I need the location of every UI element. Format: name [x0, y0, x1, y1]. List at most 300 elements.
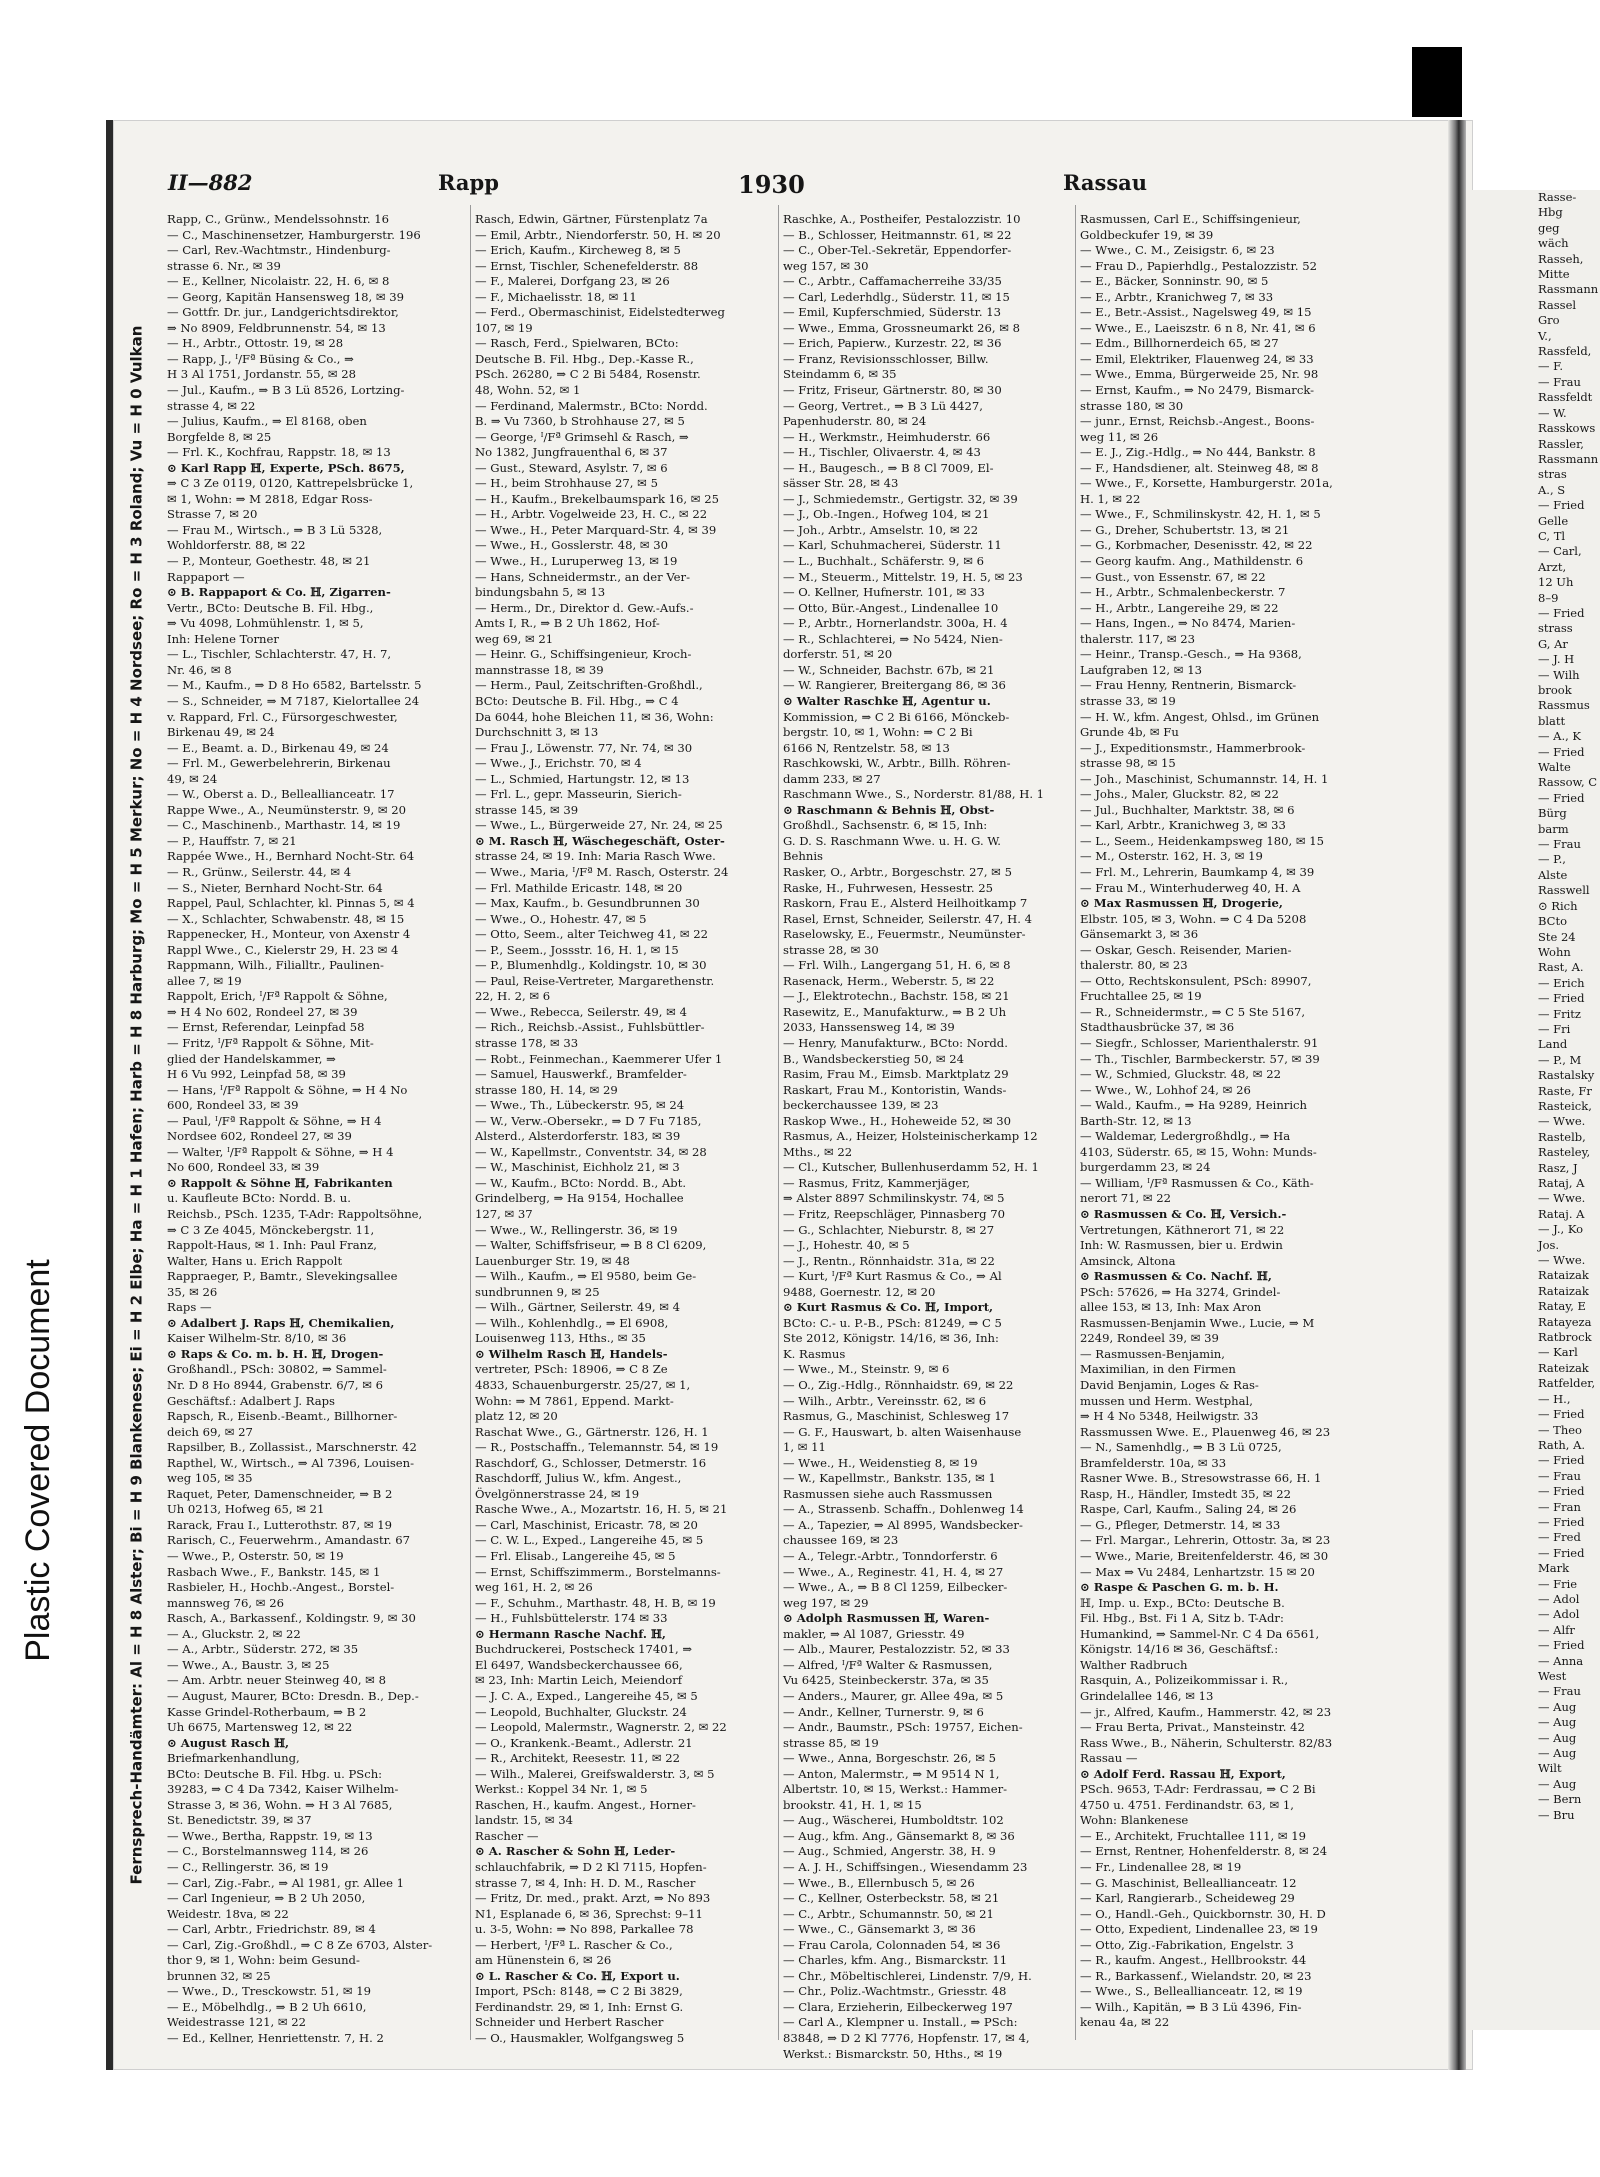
directory-line: — P., Seem., Jossstr. 16, H. 1, ✉ 15: [475, 942, 679, 957]
directory-line: Övelgönnerstrasse 24, ✉ 19: [475, 1486, 640, 1501]
directory-line: — H., Arbtr., Ottostr. 19, ✉ 28: [167, 336, 344, 351]
directory-line: ⊙ Kurt Rasmus & Co. ℍ, Import,: [783, 1300, 994, 1315]
directory-line: Kasse Grindel-Rotherbaum, ⇒ B 2: [167, 1704, 367, 1719]
directory-line: Raps —: [167, 1300, 212, 1315]
column-rule: [778, 205, 779, 2040]
directory-line: — Wilh., Arbtr., Vereinsstr. 62, ✉ 6: [783, 1393, 987, 1408]
directory-line: Vertretungen, Käthnerort 71, ✉ 22: [1080, 1222, 1285, 1237]
directory-line: — Wwe., A., Baustr. 3, ✉ 25: [167, 1657, 330, 1672]
directory-line: ⊙ Raspe & Paschen G. m. b. H.: [1080, 1580, 1279, 1595]
directory-line: — Wwe., Th., Lübeckerstr. 95, ✉ 24: [475, 1098, 685, 1113]
next-page-fragment: Rassler,: [1538, 436, 1584, 451]
directory-line: bindungsbahn 5, ✉ 13: [475, 585, 606, 600]
directory-line: — Alb., Maurer, Pestalozzistr. 52, ✉ 33: [783, 1642, 1010, 1657]
directory-line: — Frau M., Wirtsch., ⇒ B 3 Lü 5328,: [167, 522, 383, 537]
directory-line: — Emil, Arbtr., Niendorferstr. 50, H. ✉ 20: [475, 227, 721, 242]
next-page-fragment: geg: [1538, 220, 1560, 235]
directory-line: El 6497, Wandsbeckerchaussee 66,: [475, 1657, 683, 1672]
next-page-fragment: — Karl: [1538, 1345, 1578, 1360]
directory-line: Barth-Str. 12, ✉ 13: [1080, 1113, 1192, 1128]
next-page-fragment: — Fried: [1538, 1545, 1585, 1560]
directory-line: Grindelallee 146, ✉ 13: [1080, 1688, 1214, 1703]
directory-line: — S., Nieter, Bernhard Nocht-Str. 64: [167, 880, 383, 895]
next-page-fragment: stras: [1538, 467, 1567, 482]
next-page-fragment: V.,: [1538, 328, 1552, 343]
directory-line: Inh: Helene Torner: [167, 631, 279, 646]
directory-line: weg 197, ✉ 29: [783, 1595, 869, 1610]
directory-line: Kaiser Wilhelm-Str. 8/10, ✉ 36: [167, 1331, 347, 1346]
directory-line: — A., Telegr.-Arbtr., Tonndorferstr. 6: [783, 1549, 998, 1564]
directory-line: v. Rappard, Frl. C., Fürsorgeschwester,: [167, 709, 398, 724]
first-entry-keyword: Rapp: [438, 170, 499, 195]
directory-line: — Aug., Schmied, Angerstr. 38, H. 9: [783, 1844, 996, 1859]
next-page-edge: [1466, 190, 1600, 2030]
directory-line: Rappmann, Wilh., Filialltr., Paulinen-: [167, 958, 384, 973]
directory-line: — W., Maschinist, Eichholz 21, ✉ 3: [475, 1160, 680, 1175]
directory-line: — O., Handl.-Geh., Quickbornstr. 30, H. D: [1080, 1906, 1326, 1921]
directory-line: — W., Kapellmstr., Bankstr. 135, ✉ 1: [783, 1471, 996, 1486]
directory-line: — H., Arbtr., Schmalenbeckerstr. 7: [1080, 585, 1286, 600]
directory-line: brookstr. 41, H. 1, ✉ 15: [783, 1797, 922, 1812]
directory-line: — Carl, Zig.-Großhdl., ⇒ C 8 Ze 6703, Alster-: [167, 1937, 433, 1952]
directory-line: Großhdl., Sachsenstr. 6, ✉ 15, Inh:: [783, 818, 988, 833]
directory-line: Rasquin, A., Polizeikommissar i. R.,: [1080, 1673, 1289, 1688]
directory-line: — J., Expeditionsmstr., Hammerbrook-: [1080, 740, 1306, 755]
directory-line: Rapp, C., Grünw., Mendelssohnstr. 16: [167, 212, 389, 226]
directory-line: — Wwe., S., Belleallianceatr. 12, ✉ 19: [1080, 1984, 1303, 1999]
directory-line: — H., Baugesch., ⇒ B 8 Cl 7009, El-: [783, 460, 994, 475]
directory-line: — Erich, Papierw., Kurzestr. 22, ✉ 36: [783, 336, 1002, 351]
directory-line: Nordsee 602, Rondeel 27, ✉ 39: [167, 1129, 352, 1144]
directory-line: — Max, Kaufm., b. Gesundbrunnen 30: [475, 896, 700, 911]
directory-line: Rasbach Wwe., F., Bankstr. 145, ✉ 1: [167, 1564, 381, 1579]
next-page-fragment: 8–9: [1538, 590, 1559, 605]
directory-line: 4833, Schauenburgerstr. 25/27, ✉ 1,: [475, 1378, 691, 1393]
directory-line: Rassau —: [1080, 1751, 1138, 1766]
directory-line: strasse 33, ✉ 19: [1080, 693, 1176, 708]
next-page-fragment: — Wwe.: [1538, 1253, 1586, 1268]
next-page-fragment: — Bern: [1538, 1792, 1582, 1807]
directory-line: — Wwe., E., Laeiszstr. 6 n 8, Nr. 41, ✉ 6: [1080, 320, 1316, 335]
directory-line: 22, H. 2, ✉ 6: [475, 989, 551, 1004]
directory-line: Goldbeckufer 19, ✉ 39: [1080, 227, 1214, 242]
directory-line: Raselowsky, E., Feuermstr., Neumünster-: [783, 927, 1026, 942]
directory-line: Alsterd., Alsterdorferstr. 183, ✉ 39: [475, 1129, 681, 1144]
directory-line: Rasch, Edwin, Gärtner, Fürstenplatz 7a: [475, 212, 708, 226]
directory-line: — J. C. A., Exped., Langereihe 45, ✉ 5: [475, 1688, 698, 1703]
directory-line: — Rich., Reichsb.-Assist., Fuhlsbüttler-: [475, 1020, 705, 1035]
directory-line: — Frl. Margar., Lehrerin, Ottostr. 3a, ✉ 23: [1080, 1533, 1331, 1548]
next-page-fragment: Rasteick,: [1538, 1098, 1592, 1113]
directory-line: — G. Maschinist, Belleallianceatr. 12: [1080, 1875, 1297, 1890]
directory-line: weg 11, ✉ 26: [1080, 429, 1159, 444]
directory-line: — Herbert, ᴵ/Fª L. Rascher & Co.,: [475, 1937, 673, 1952]
directory-line: Rasp, H., Händler, Imstedt 35, ✉ 22: [1080, 1486, 1292, 1501]
directory-line: No 600, Rondeel 33, ✉ 39: [167, 1160, 320, 1175]
directory-line: Fil. Hbg., Bst. Fi 1 A, Sitz b. T-Adr:: [1080, 1611, 1284, 1626]
directory-line: — Franz, Revisionsschlosser, Billw.: [783, 351, 989, 366]
page-header: [168, 170, 1438, 200]
directory-line: — O., Zig.-Hdlg., Rönnhaidstr. 69, ✉ 22: [783, 1378, 1014, 1393]
directory-line: ⊙ Walter Raschke ℍ, Agentur u.: [783, 693, 991, 708]
directory-line: Vu 6425, Steinbeckerstr. 37a, ✉ 35: [783, 1673, 989, 1688]
directory-line: — Ferdinand, Malermstr., BCto: Nordd.: [475, 398, 708, 413]
directory-line: — Wwe., H., Gosslerstr. 48, ✉ 30: [475, 538, 668, 553]
next-page-fragment: — Fritz: [1538, 1006, 1581, 1021]
directory-line: — R., Grünw., Seilerstr. 44, ✉ 4: [167, 864, 352, 879]
next-page-fragment: — Frau: [1538, 374, 1581, 389]
directory-line: — Fr., Lindenallee 28, ✉ 19: [1080, 1859, 1242, 1874]
directory-line: — Wwe., J., Erichstr. 70, ✉ 4: [475, 756, 642, 771]
directory-line: — Ernst, Referendar, Leinpfad 58: [167, 1020, 365, 1035]
directory-line: — Gottfr. Dr. jur., Landgerichtsdirektor,: [167, 305, 399, 320]
directory-line: — W., Schneider, Bachstr. 67b, ✉ 21: [783, 662, 995, 677]
directory-line: — Frl. Elisab., Langereihe 45, ✉ 5: [475, 1549, 676, 1564]
directory-line: makler, ⇒ Al 1087, Griesstr. 49: [783, 1626, 965, 1641]
next-page-fragment: — Frau: [1538, 837, 1581, 852]
directory-line: B., Wandsbeckerstieg 50, ✉ 24: [783, 1051, 964, 1066]
next-page-fragment: — A., K: [1538, 729, 1582, 744]
directory-line: — Aug., Wäscherei, Humboldtstr. 102: [783, 1813, 1004, 1828]
directory-line: Albertstr. 10, ✉ 15, Werkst.: Hammer-: [783, 1782, 1008, 1797]
next-page-fragment: — Wwe.: [1538, 1114, 1586, 1129]
directory-line: ⇒ C 3 Ze 4045, Mönckebergstr. 11,: [167, 1222, 375, 1237]
directory-line: ℍ, Imp. u. Exp., BCto: Deutsche B.: [1080, 1595, 1285, 1610]
directory-line: ⊙ Wilhelm Rasch ℍ, Handels-: [475, 1346, 668, 1361]
next-page-fragment: Ratayeza: [1538, 1314, 1592, 1329]
next-page-fragment: Rasseh,: [1538, 251, 1584, 266]
exchange-legend-text: Fernsprech-Handämter: Al = H 8 Alster; Bi = H 9 Blankenese; Ei = H 2 Elbe; Ha = H 1 Hafen; Harb = H 8 Harburg; Mo = H 5 Merkur; No = H 4 Nordsee; Ro = H 3 Roland; Vu = H 0 Vulkan: [127, 325, 146, 1885]
directory-line: ⊙ Raschmann & Behnis ℍ, Obst-: [783, 802, 995, 817]
directory-line: — L., Buchhalt., Schäferstr. 9, ✉ 6: [783, 554, 985, 569]
directory-line: — Wwe., Anna, Borgeschstr. 26, ✉ 5: [783, 1751, 997, 1766]
directory-line: Rasche Wwe., A., Mozartstr. 16, H. 5, ✉ 21: [475, 1502, 728, 1517]
directory-line: — Joh., Maschinist, Schumannstr. 14, H. 1: [1080, 771, 1329, 786]
directory-line: — Wilh., Kaufm., ⇒ El 9580, beim Ge-: [475, 1269, 697, 1284]
column-rule: [470, 205, 471, 2040]
directory-line: — Frau Henny, Rentnerin, Bismarck-: [1080, 678, 1297, 693]
column-2: [475, 212, 755, 2047]
next-page-fragment: — Carl,: [1538, 544, 1582, 559]
directory-line: — X., Schlachter, Schwabenstr. 48, ✉ 15: [167, 911, 405, 926]
directory-line: 600, Rondeel 33, ✉ 39: [167, 1098, 299, 1113]
directory-line: kenau 4a, ✉ 22: [1080, 2015, 1170, 2030]
directory-line: — R., Schlachterei, ⇒ No 5424, Nien-: [783, 631, 1003, 646]
next-page-fragment: — Aug: [1538, 1730, 1577, 1745]
next-page-fragment: — Adol: [1538, 1591, 1580, 1606]
directory-line: sässer Str. 28, ✉ 43: [783, 476, 899, 491]
directory-line: Nr. 46, ✉ 8: [167, 662, 232, 677]
directory-line: Rasenack, Herm., Weberstr. 5, ✉ 22: [783, 973, 995, 988]
directory-line: PSch: 57626, ⇒ Ha 3274, Grindel-: [1080, 1284, 1281, 1299]
next-page-fragment: — Aug: [1538, 1699, 1577, 1714]
directory-line: Grunde 4b, ✉ Fu: [1080, 725, 1179, 740]
next-page-fragment: Rassfeldt: [1538, 390, 1593, 405]
directory-line: Louisenweg 113, Hths., ✉ 35: [475, 1331, 646, 1346]
directory-line: allee 7, ✉ 19: [167, 973, 242, 988]
directory-line: ⇒ No 8909, Feldbrunnenstr. 54, ✉ 13: [167, 320, 386, 335]
next-page-fragment: Rataj. A: [1538, 1206, 1585, 1221]
directory-line: Briefmarkenhandlung,: [167, 1751, 300, 1766]
next-page-fragment: — P., M: [1538, 1052, 1582, 1067]
next-page-fragment: — Fried: [1538, 498, 1585, 513]
directory-line: Elbstr. 105, ✉ 3, Wohn. ⇒ C 4 Da 5208: [1080, 911, 1307, 926]
next-page-fragment: blatt: [1538, 713, 1566, 728]
directory-line: strasse 7, ✉ 4, Inh: H. D. M., Rascher: [475, 1875, 696, 1890]
directory-line: B. ⇒ Vu 7360, b Strohhause 27, ✉ 5: [475, 414, 685, 429]
directory-line: Raskart, Frau M., Kontoristin, Wands-: [783, 1082, 1007, 1097]
directory-line: Rappraeger, P., Bamtr., Slevekingsallee: [167, 1269, 398, 1284]
directory-line: — Karl, Rangierarb., Scheideweg 29: [1080, 1891, 1295, 1906]
side-label: Plastic Covered Document: [18, 1258, 57, 1662]
directory-line: — Rasch, Ferd., Spielwaren, BCto:: [475, 336, 679, 351]
directory-line: — Georg, Vertret., ⇒ B 3 Lü 4427,: [783, 398, 983, 413]
next-page-fragment: — Frau: [1538, 1684, 1581, 1699]
directory-line: — Frau D., Papierhdlg., Pestalozzistr. 52: [1080, 258, 1317, 273]
directory-line: — G., Dreher, Schubertstr. 13, ✉ 21: [1080, 522, 1290, 537]
next-page-fragment: Rast, A.: [1538, 960, 1584, 975]
directory-line: Nr. D 8 Ho 8944, Grabenstr. 6/7, ✉ 6: [167, 1378, 383, 1393]
directory-line: Rassmussen Wwe. E., Plauenweg 46, ✉ 23: [1080, 1424, 1331, 1439]
directory-line: 127, ✉ 37: [475, 1207, 533, 1221]
directory-line: — Frl. L., gepr. Masseurin, Sierich-: [475, 787, 682, 802]
next-page-fragment: Rassmann: [1538, 451, 1599, 466]
directory-line: — A., Tapezier, ⇒ Al 8995, Wandsbecker-: [783, 1517, 1023, 1532]
scan-bottom-margin: [0, 2070, 1600, 2177]
directory-line: Rappolt-Haus, ✉ 1. Inh: Paul Franz,: [167, 1238, 377, 1253]
directory-line: — R., Barkassenf., Wielandstr. 20, ✉ 23: [1080, 1968, 1312, 1983]
next-page-fragment: G, Ar: [1538, 636, 1568, 651]
directory-line: — Heinr., Transp.-Gesch., ⇒ Ha 9368,: [1080, 647, 1302, 662]
directory-line: — Wwe., D., Tresckowstr. 51, ✉ 19: [167, 1984, 372, 1999]
directory-line: — H. W., kfm. Angest, Ohlsd., im Grünen: [1080, 709, 1320, 724]
directory-line: — G. F., Hauswart, b. alten Waisenhause: [783, 1424, 1022, 1439]
directory-line: — E., Bäcker, Sonninstr. 90, ✉ 5: [1080, 274, 1269, 289]
directory-line: thor 9, ✉ 1, Wohn: beim Gesund-: [167, 1953, 360, 1968]
directory-line: — Gust., von Essenstr. 67, ✉ 22: [1080, 569, 1266, 584]
next-page-fragment: Rasz, J: [1538, 1160, 1578, 1175]
next-page-fragment: — H.,: [1538, 1391, 1571, 1406]
directory-line: — Edm., Billhornerdeich 65, ✉ 27: [1080, 336, 1279, 351]
directory-line: — F., Handsdiener, alt. Steinweg 48, ✉ 8: [1080, 460, 1319, 475]
next-page-fragment: — Aug: [1538, 1746, 1577, 1761]
directory-line: Werkst.: Bismarckstr. 50, Hths., ✉ 19: [783, 2046, 1003, 2061]
directory-line: — Wwe., Rebecca, Seilerstr. 49, ✉ 4: [475, 1004, 687, 1019]
directory-line: — Hans, Schneidermstr., an der Ver-: [475, 569, 690, 584]
directory-line: — Erich, Kaufm., Kircheweg 8, ✉ 5: [475, 243, 681, 258]
directory-line: G. D. S. Raschmann Wwe. u. H. G. W.: [783, 833, 1001, 848]
directory-line: ⊙ Adalbert J. Raps ℍ, Chemikalien,: [167, 1315, 395, 1330]
directory-line: Steindamm 6, ✉ 35: [783, 367, 897, 382]
next-page-fragment: 12 Uh: [1538, 575, 1574, 590]
directory-line: — Frau Berta, Privat., Mansteinstr. 42: [1080, 1720, 1305, 1735]
directory-line: Weidestrasse 121, ✉ 22: [167, 2015, 306, 2030]
next-page-fragment: — J., Ko: [1538, 1222, 1584, 1237]
directory-line: 4103, Süderstr. 65, ✉ 15, Wohn: Munds-: [1080, 1144, 1317, 1159]
directory-line: — Anton, Malermstr., ⇒ M 9514 N 1,: [783, 1766, 1000, 1781]
directory-line: — Carl Ingenieur, ⇒ B 2 Uh 2050,: [167, 1891, 366, 1906]
directory-line: thalerstr. 117, ✉ 23: [1080, 631, 1196, 646]
next-page-fragment: — Adol: [1538, 1607, 1580, 1622]
directory-line: — G., Korbmacher, Desenisstr. 42, ✉ 22: [1080, 538, 1313, 553]
directory-line: — Cl., Kutscher, Bullenhuserdamm 52, H. 1: [783, 1160, 1039, 1175]
directory-line: — P., Blumenhdlg., Koldingstr. 10, ✉ 30: [475, 958, 707, 973]
directory-line: — A., Gluckstr. 2, ✉ 22: [167, 1626, 301, 1641]
directory-line: 48, Wohn. 52, ✉ 1: [475, 383, 581, 398]
next-page-fragment: Ratbrock: [1538, 1330, 1592, 1345]
next-page-fragment: C, Tl: [1538, 528, 1566, 543]
directory-line: — Wwe., C., Gänsemarkt 3, ✉ 36: [783, 1922, 976, 1937]
directory-line: — Frau Carola, Colonnaden 54, ✉ 36: [783, 1937, 1001, 1952]
directory-line: Mths., ✉ 22: [783, 1144, 853, 1159]
directory-line: weg 69, ✉ 21: [475, 631, 554, 646]
directory-line: — Ernst, Tischler, Schenefelderstr. 88: [475, 258, 699, 273]
directory-line: Wohldorferstr. 88, ✉ 22: [167, 538, 306, 553]
directory-line: Raschdorf, G., Schlosser, Detmerstr. 16: [475, 1455, 707, 1470]
directory-line: ⊙ Hermann Rasche Nachf. ℍ,: [475, 1626, 666, 1641]
directory-line: — Rapp, J., ᴵ/Fª Büsing & Co., ⇒: [167, 351, 354, 366]
directory-line: Rasner Wwe. B., Stresowstrasse 66, H. 1: [1080, 1471, 1322, 1486]
directory-line: — Otto, Zig.-Fabrikation, Engelstr. 3: [1080, 1937, 1294, 1952]
directory-line: — Wwe., Maria, ᴵ/Fª M. Rasch, Osterstr. 24: [475, 864, 729, 879]
page-number: II—882: [168, 170, 253, 195]
next-page-fragment: Alste: [1538, 867, 1568, 882]
directory-line: Rasim, Frau M., Eimsb. Marktplatz 29: [783, 1067, 1009, 1082]
directory-line: — Aug., kfm. Ang., Gänsemarkt 8, ✉ 36: [783, 1828, 1015, 1843]
directory-line: — Wwe., H., Peter Marquard-Str. 4, ✉ 39: [475, 522, 717, 537]
directory-line: H. 1, ✉ 22: [1080, 491, 1141, 506]
directory-line: strasse 85, ✉ 19: [783, 1735, 879, 1750]
directory-line: Raschke, A., Postheifer, Pestalozzistr. 10: [783, 212, 1021, 226]
directory-line: strasse 28, ✉ 30: [783, 942, 879, 957]
directory-line: — Anders., Maurer, gr. Allee 49a, ✉ 5: [783, 1688, 1004, 1703]
next-page-fragment: — Fran: [1538, 1499, 1581, 1514]
directory-line: Raschdorff, Julius W., kfm. Angest.,: [475, 1471, 682, 1486]
directory-line: David Benjamin, Loges & Ras-: [1080, 1378, 1259, 1393]
directory-line: — Wwe., L., Bürgerweide 27, Nr. 24, ✉ 25: [475, 818, 723, 833]
directory-line: — A. J. H., Schiffsingen., Wiesendamm 23: [783, 1859, 1028, 1874]
directory-line: — Wwe., W., Rellingerstr. 36, ✉ 19: [475, 1222, 678, 1237]
next-page-fragment: Arzt,: [1538, 559, 1567, 574]
directory-line: — Fritz, Reepschläger, Pinnasberg 70: [783, 1207, 1006, 1221]
directory-line: damm 233, ✉ 27: [783, 771, 881, 786]
directory-line: Raschen, H., kaufm. Angest., Horner-: [475, 1797, 696, 1812]
directory-line: — Johs., Maler, Gluckstr. 82, ✉ 22: [1080, 787, 1279, 802]
next-page-fragment: — Wilh: [1538, 667, 1580, 682]
directory-line: Bramfelderstr. 10a, ✉ 33: [1080, 1455, 1227, 1470]
directory-line: — Wwe., F., Schmilinskystr. 42, H. 1, ✉ 5: [1080, 507, 1321, 522]
directory-line: — Hans, Ingen., ⇒ No 8474, Marien-: [1080, 616, 1296, 631]
directory-line: — P., Monteur, Goethestr. 48, ✉ 21: [167, 554, 371, 569]
directory-line: Königstr. 14/16 ✉ 36, Geschäftsf.:: [1080, 1642, 1279, 1657]
directory-line: — Frl. M., Gewerbelehrerin, Birkenau: [167, 756, 391, 771]
directory-line: — Karl, Arbtr., Kranichweg 3, ✉ 33: [1080, 818, 1286, 833]
directory-line: Ste 2012, Königstr. 14/16, ✉ 36, Inh:: [783, 1331, 999, 1346]
directory-line: — P., Arbtr., Hornerlandstr. 300a, H. 4: [783, 616, 1008, 631]
directory-line: ⇒ H 4 No 5348, Heilwigstr. 33: [1080, 1409, 1259, 1424]
directory-line: — Wwe., Bertha, Rappstr. 19, ✉ 13: [167, 1828, 373, 1843]
directory-line: — O., Hausmakler, Wolfgangsweg 5: [475, 2030, 685, 2045]
directory-line: — Am. Arbtr. neuer Steinweg 40, ✉ 8: [167, 1673, 386, 1688]
directory-line: dorferstr. 51, ✉ 20: [783, 647, 893, 662]
column-1: [167, 212, 447, 2047]
directory-line: — Frl. Wilh., Langergang 51, H. 6, ✉ 8: [783, 958, 1011, 973]
directory-line: — Henry, Manufakturw., BCto: Nordd.: [783, 1035, 1008, 1050]
directory-line: 1, ✉ 11: [783, 1440, 826, 1455]
directory-line: ✉ 23, Inh: Martin Leich, Meiendorf: [475, 1673, 683, 1688]
column-4: [1080, 212, 1370, 2047]
directory-line: — Th., Tischler, Barmbeckerstr. 57, ✉ 39: [1080, 1051, 1320, 1066]
directory-line: weg 157, ✉ 30: [783, 258, 869, 273]
directory-line: Raschkowski, W., Arbtr., Billh. Röhren-: [783, 756, 1011, 771]
directory-line: — S., Schneider, ⇒ M 7187, Kielortallee 24: [167, 693, 420, 708]
directory-line: — Leopold, Malermstr., Wagnerstr. 2, ✉ 22: [475, 1720, 727, 1735]
next-page-fragment: Rasteley,: [1538, 1145, 1591, 1160]
directory-line: PSch. 26280, ⇒ C 2 Bi 5484, Rosenstr.: [475, 367, 701, 382]
directory-line: — Wwe., P., Osterstr. 50, ✉ 19: [167, 1549, 344, 1564]
directory-line: Import, PSch: 8148, ⇒ C 2 Bi 3829,: [475, 1984, 683, 1999]
directory-line: u. 3-5, Wohn: ⇒ No 898, Parkallee 78: [475, 1922, 694, 1937]
directory-line: Rass Wwe., B., Näherin, Schulterstr. 82/83: [1080, 1735, 1333, 1750]
next-page-fragment: Rastalsky: [1538, 1068, 1595, 1083]
directory-line: — C., Ober-Tel.-Sekretär, Eppendorfer-: [783, 243, 1012, 258]
directory-line: — Andr., Baumstr., PSch: 19757, Eichen-: [783, 1720, 1023, 1735]
directory-line: weg 105, ✉ 35: [167, 1471, 253, 1486]
directory-line: No 1382, Jungfrauenthal 6, ✉ 37: [475, 445, 668, 460]
directory-line: — C., Kellner, Osterbeckstr. 58, ✉ 21: [783, 1891, 1000, 1906]
directory-line: — Ed., Kellner, Henriettenstr. 7, H. 2: [167, 2030, 384, 2045]
directory-line: Rasmussen siehe auch Rassmussen: [783, 1486, 993, 1501]
directory-line: vertreter, PSch: 18906, ⇒ C 8 Ze: [475, 1362, 668, 1377]
directory-line: Raskop Wwe., H., Hoheweide 52, ✉ 30: [783, 1113, 1012, 1128]
directory-line: strasse 98, ✉ 15: [1080, 756, 1176, 771]
directory-line: ⊙ Adolph Rasmussen ℍ, Waren-: [783, 1611, 990, 1626]
directory-line: — M., Osterstr. 162, H. 3, ✉ 19: [1080, 849, 1263, 864]
directory-line: Wohn: Blankenese: [1080, 1813, 1189, 1828]
directory-line: — Ferd., Obermaschinist, Eidelstedterweg: [475, 305, 725, 320]
directory-line: — Wilh., Malerei, Greifswalderstr. 3, ✉ 5: [475, 1766, 715, 1781]
directory-line: ⊙ Rappolt & Söhne ℍ, Fabrikanten: [167, 1175, 393, 1190]
column-3: [783, 212, 1063, 2061]
directory-line: — R., kaufm. Angest., Hellbrookstr. 44: [1080, 1953, 1307, 1968]
directory-line: ⊙ A. Rascher & Sohn ℍ, Leder-: [475, 1844, 676, 1859]
directory-line: — Alfred, ᴵ/Fª Walter & Rasmussen,: [783, 1657, 993, 1672]
directory-line: — Herm., Dr., Direktor d. Gew.-Aufs.-: [475, 600, 694, 615]
directory-line: Weidestr. 18va, ✉ 22: [167, 1906, 289, 1921]
directory-line: BCto: Deutsche B. Fil. Hbg., ⇒ C 4: [475, 693, 679, 708]
directory-line: mussen und Herm. Westphal,: [1080, 1393, 1253, 1408]
directory-line: chaussee 169, ✉ 23: [783, 1533, 899, 1548]
directory-line: — H., Tischler, Olivaerstr. 4, ✉ 43: [783, 445, 981, 460]
directory-line: mannstrasse 18, ✉ 39: [475, 662, 604, 677]
directory-line: Raskorn, Frau E., Alsterd Heilhoitkamp 7: [783, 896, 1028, 911]
directory-line: Raschat Wwe., G., Gärtnerstr. 126, H. 1: [475, 1424, 709, 1439]
directory-line: — E., Kellner, Nicolaistr. 22, H. 6, ✉ 8: [167, 274, 390, 289]
directory-line: BCto: Deutsche B. Fil. Hbg. u. PSch:: [167, 1766, 383, 1781]
directory-line: Behnis: [783, 849, 823, 864]
directory-line: strasse 24, ✉ 19. Inh: Maria Rasch Wwe.: [475, 849, 716, 864]
directory-line: Grindelberg, ⇒ Ha 9154, Hochallee: [475, 1191, 684, 1206]
directory-line: thalerstr. 80, ✉ 23: [1080, 958, 1188, 973]
directory-line: Rappe Wwe., A., Neumünsterstr. 9, ✉ 20: [167, 802, 407, 817]
directory-line: Rasker, O., Arbtr., Borgeschstr. 27, ✉ 5: [783, 864, 1012, 879]
directory-line: — Herm., Paul, Zeitschriften-Großhdl.,: [475, 678, 703, 693]
directory-line: 2249, Rondeel 39, ✉ 39: [1080, 1331, 1219, 1346]
directory-line: brunnen 32, ✉ 25: [167, 1968, 271, 1983]
directory-line: — Rasmus, Fritz, Kammerjäger,: [783, 1175, 971, 1190]
directory-line: — H., Arbtr. Vogelweide 23, H. C., ✉ 22: [475, 507, 708, 522]
directory-line: strasse 180, ✉ 30: [1080, 398, 1184, 413]
